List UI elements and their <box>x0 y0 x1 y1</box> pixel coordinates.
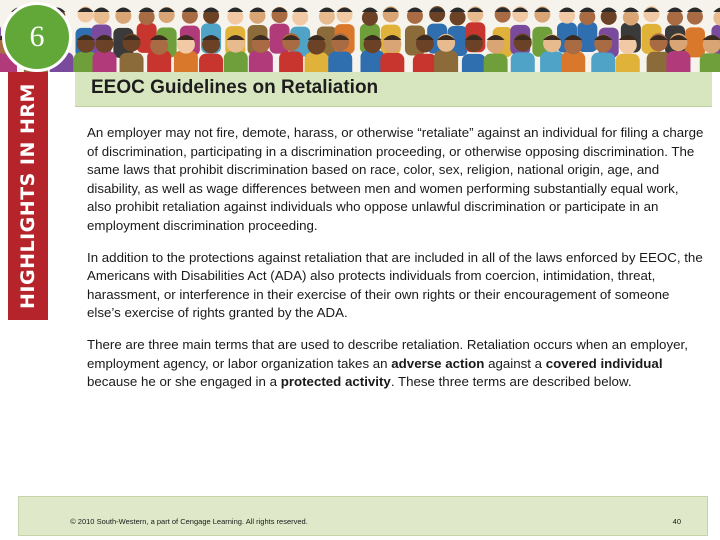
paragraph-1: An employer may not fire, demote, harass, or otherwise “retaliate” against an individual for filing a charge of discrimination, participating in a discrimination proceeding, or otherwise opposing discrimination. The same laws that prohibit discrimination based on race, color, sex, religion, national origin, age, and disability, as well as wage differences between men and women performing substantially equal work, also prohibit retaliation against individuals who oppose unlawful discrimination or participate in an employment discrimination proceeding. <box>87 125 704 233</box>
chapter-number: 6 <box>29 20 45 53</box>
term-protected-activity: protected activity <box>280 374 391 390</box>
term-adverse-action: adverse action <box>391 355 485 371</box>
side-tab-label: HIGHLIGHTS IN HRM <box>17 83 39 309</box>
paragraph-2: In addition to the protections against retaliation that are included in all of the laws enforced by EEOC, the Americans with Disabilities Act (ADA) also protects individuals from coercion, intimidation, threat, harassment, or interference in their exercise of their own rights or their encouragement of someone else’s exercise of rights granted by the ADA. <box>87 249 703 321</box>
footer-page-number: 40 <box>672 517 681 526</box>
footer-copyright: © 2010 South-Western, a part of Cengage Learning. All rights reserved. <box>70 517 308 526</box>
p3-text-2: against a <box>484 355 546 371</box>
crowd-banner-image <box>0 0 720 72</box>
p3-text-3: because he or she engaged in a <box>87 374 281 390</box>
footer-bar <box>18 496 708 536</box>
p3-text-4: . These three terms are described below. <box>390 374 632 390</box>
crowd-illustration-icon <box>0 0 720 72</box>
page-title: EEOC Guidelines on Retaliation <box>91 77 379 98</box>
term-covered-individual: covered individual <box>545 355 663 371</box>
chapter-badge <box>2 2 72 72</box>
p3-text-1: There are three main terms that are used to describe retaliation. Retaliation occurs when an employer, employment agency, or labor organization takes an <box>87 336 688 371</box>
title-bar <box>75 72 712 107</box>
side-tab <box>8 72 48 320</box>
paragraph-3 <box>87 336 705 392</box>
content-body <box>87 124 705 405</box>
